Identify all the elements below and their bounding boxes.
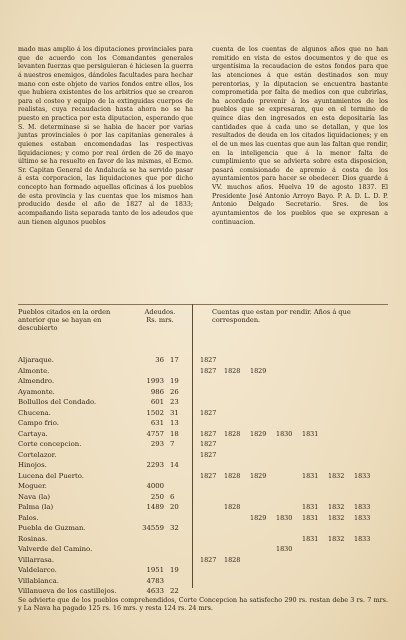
debt-maravedis: 22 [170, 587, 179, 595]
pending-year: 1830 [276, 513, 293, 522]
pending-year: 1828 [224, 471, 241, 480]
pending-year: 1828 [224, 429, 241, 438]
town-name: Moguer. [18, 482, 47, 490]
pending-year: 1828 [224, 555, 241, 564]
debt-reales: 293 [150, 440, 164, 448]
pending-year: 1832 [328, 513, 345, 522]
table-row [0, 523, 406, 534]
town-name: Nava (la) [18, 492, 51, 501]
header-location: Pueblos citados en la orden anterior que se hayan en descubierto [18, 308, 111, 332]
town-name: Almonte. [18, 366, 50, 375]
table-row [0, 534, 406, 545]
pending-year: 1829 [250, 513, 267, 522]
pending-year: 1830 [276, 545, 293, 553]
table-row [0, 429, 406, 440]
left-column-text: mado mas amplio á los diputaciones provinciales para que de acuerdo con los Comandantes generales levanten fuerzas que persiguieran é hiciesen la guerra á nuestros enemigos, dándoles facultades para hechar mano con este objeto de varios fondos entre ellos, los que hubiera existentes de los arbitrios que se crearon para el costeo y equipo de la extinguidas cuerpos de realistas, cuya recaudacion hasta ahora no se ha puesto en practica por esta diputacion, esperando que S. M. determinase si se habia de hacer por varias juntas provinciales ó por las capitanias generales á quienes estaban encomendadas las respectivas liquidaciones; y como por real órden de 26 de mayo último se ha resuelto en favor de las mismas, el Ecmo. Sr. Capitan General de Andalucía se ha servido pasar á esta corporacion, las liquidaciones que por dicho concepto han formado aquellas oficinas á los pueblos de esta provincia y las cuentas que los mismos han producido desde el año de 1827 al de 1833; acompañando lista separada tanto de los adeudos que aun tienen algunos pueblos [18, 46, 193, 226]
debt-maravedis: 7 [170, 440, 175, 448]
town-name: Valverde del Camino. [18, 545, 93, 553]
table-row [0, 408, 406, 419]
pending-year: 1833 [354, 534, 371, 543]
header-currency: Rs. mrs. [146, 316, 174, 324]
town-name: Hinojos. [18, 461, 47, 469]
pending-year: 1832 [328, 503, 345, 511]
right-column-text: cuenta de los cuentas de algunos años que no han remitido en vista de estos documentos y de que es urgentísima la recaudacion de estos fondos para que las atenciones á que están destinados son muy perentorias, y la diputacion se encuentra bastante comprometida por falta de medios con que cubrirlas, ha acordado prevenir á los ayuntamientos de los pueblos que se expresaran, que en el termino de quince dias den ingresados en esta depositaría las cantidades que á cada uno se detallan, y que los resultados de deuda en los citados liquidaciones; y en el de un mes las cuentas que aun las faltan que rendir, en la inteligencia que á la menor falta de cumplimiento que se advierta sobre esta disposicion, pasará comisionado de apremio á costa de los ayuntamientos para hacer se obedecer. Dios guarde á VV. muchos años. Huelva 19 de agosto 1837. El Presidente José Antonio Arroyo Bayo. P. A. D. L. D. P. Antonio Delgado Secretario. Sres. de los ayuntamientos de los pueblos que se expresan a continuacion. [212, 46, 388, 226]
pending-year: 1833 [354, 503, 371, 511]
table-row [0, 355, 406, 366]
pending-year: 1827 [200, 450, 217, 459]
debt-maravedis: 19 [170, 566, 179, 574]
town-name: Rosinas. [18, 534, 48, 543]
table-row [0, 460, 406, 471]
debt-maravedis: 26 [170, 387, 179, 396]
debt-reales: 34559 [142, 524, 164, 532]
debt-reales: 1489 [146, 503, 164, 511]
town-name: Lucena del Puerto. [18, 471, 85, 480]
table-row [0, 555, 406, 566]
pending-year: 1829 [250, 471, 267, 480]
town-name: Palma (la) [18, 503, 54, 511]
pending-year: 1832 [328, 471, 345, 480]
header-years: Cuentas que estan por rendir. Años á que corresponden. [212, 308, 351, 324]
footnote: Se advierte que de los pueblos comprehendidos, Corte Concepcion ha satisfecho 290 rs. restan debe 3 rs. 7 mrs. y La Nava ha pagado 125 rs. 16 mrs. y resta 124 rs. 24 mrs. [18, 596, 388, 613]
town-name: Palos. [18, 513, 39, 522]
pending-year: 1833 [354, 471, 371, 480]
debt-maravedis: 23 [170, 398, 179, 406]
table-row [0, 397, 406, 408]
debt-reales: 4783 [146, 576, 164, 585]
table-row [0, 513, 406, 524]
pending-year: 1832 [328, 534, 345, 543]
town-name: Bollullos del Condado. [18, 398, 97, 406]
table-row [0, 492, 406, 503]
table-row [0, 576, 406, 587]
town-name: Almendro. [18, 377, 55, 385]
pending-year: 1829 [250, 429, 267, 438]
town-name: Cartaya. [18, 429, 48, 438]
table-row [0, 544, 406, 555]
debt-maravedis: 17 [170, 356, 179, 364]
debt-maravedis: 14 [170, 461, 179, 469]
article-left-column [18, 46, 193, 227]
debt-maravedis: 6 [170, 492, 175, 501]
debt-reales: 631 [150, 419, 164, 427]
town-name: Corte concepcion. [18, 440, 82, 448]
pending-year: 1827 [200, 408, 217, 417]
pending-year: 1827 [200, 555, 217, 564]
table-row [0, 366, 406, 377]
debt-reales: 36 [155, 356, 164, 364]
town-name: Villarrasa. [18, 555, 55, 564]
town-name: Cortelazor. [18, 450, 57, 459]
debt-reales: 601 [150, 398, 164, 406]
town-name: Chucena. [18, 408, 51, 417]
debt-maravedis: 31 [170, 408, 179, 417]
table-row [0, 439, 406, 450]
debt-maravedis: 13 [170, 419, 179, 427]
debt-table [0, 355, 406, 597]
debt-reales: 4000 [146, 482, 164, 490]
debt-reales: 986 [150, 387, 164, 396]
pending-year: 1831 [302, 503, 319, 511]
town-name: Valdelarco. [18, 566, 57, 574]
pending-year: 1828 [224, 503, 241, 511]
table-row [0, 502, 406, 513]
table-row [0, 450, 406, 461]
pending-year: 1829 [250, 366, 267, 375]
town-name: Ayamonte. [18, 387, 55, 396]
header-amount-title: Adeudos. [144, 308, 176, 316]
debt-reales: 4757 [146, 429, 164, 438]
town-name: Puebla de Guzman. [18, 524, 86, 532]
pending-year: 1827 [200, 366, 217, 375]
table-row [0, 471, 406, 482]
debt-reales: 4633 [146, 587, 164, 595]
header-amount [134, 308, 186, 324]
debt-reales: 1951 [146, 566, 164, 574]
pending-year: 1831 [302, 513, 319, 522]
debt-reales: 250 [150, 492, 164, 501]
debt-maravedis: 18 [170, 429, 179, 438]
town-name: Villablanca. [18, 576, 59, 585]
pending-year: 1830 [276, 429, 293, 438]
pending-year: 1828 [224, 366, 241, 375]
table-row [0, 481, 406, 492]
pending-year: 1827 [200, 471, 217, 480]
table-row [0, 387, 406, 398]
town-name: Campo frio. [18, 419, 59, 427]
table-top-rule [18, 304, 388, 305]
debt-reales: 1502 [146, 408, 164, 417]
debt-maravedis: 20 [170, 503, 179, 511]
debt-reales: 1993 [146, 377, 164, 385]
debt-maravedis: 32 [170, 524, 179, 532]
town-name: Aljaraque. [18, 356, 54, 364]
pending-year: 1827 [200, 440, 217, 448]
debt-reales: 2293 [146, 461, 164, 469]
article-right-column [212, 46, 388, 227]
pending-year: 1827 [200, 356, 217, 364]
pending-year: 1827 [200, 429, 217, 438]
table-row [0, 565, 406, 576]
town-name: Villanueva de los castillejos. [18, 587, 117, 595]
pending-year: 1831 [302, 471, 319, 480]
watermark-stamp [222, 592, 392, 636]
debt-maravedis: 19 [170, 377, 179, 385]
pending-year: 1831 [302, 429, 319, 438]
pending-year: 1831 [302, 534, 319, 543]
table-row [0, 376, 406, 387]
pending-year: 1833 [354, 513, 371, 522]
table-row [0, 418, 406, 429]
